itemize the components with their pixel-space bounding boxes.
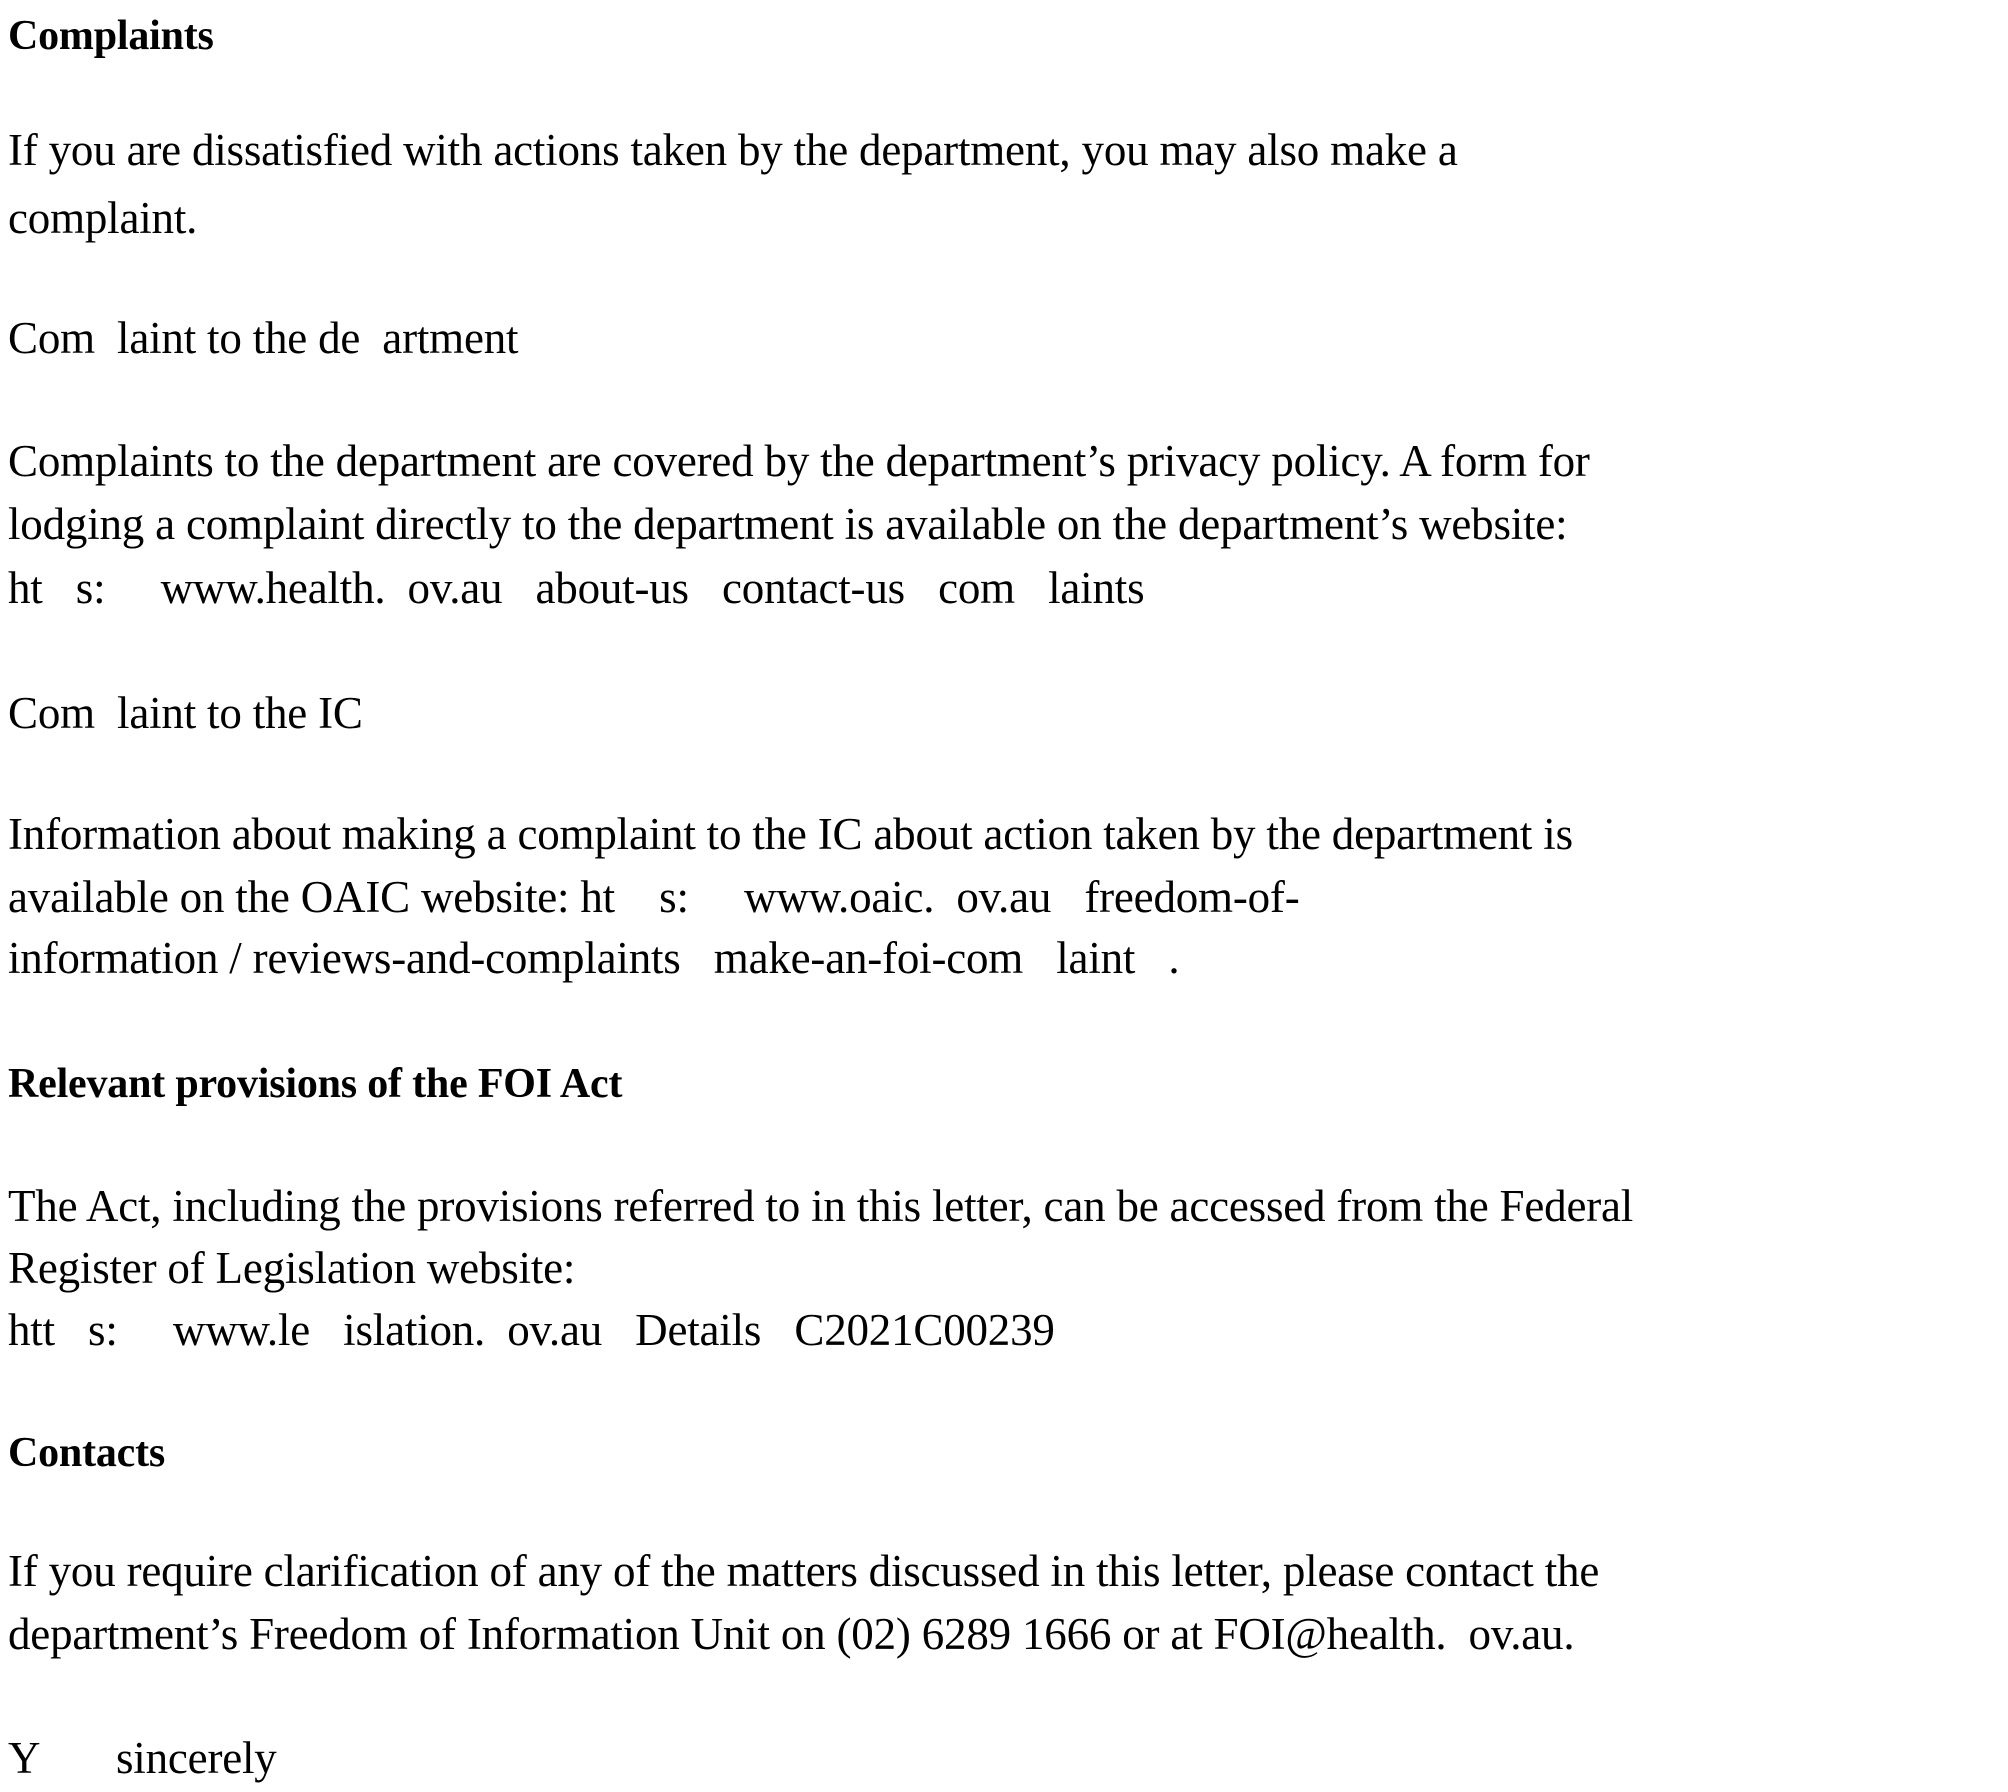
provisions-url: htt s: www.le islation. ov.au Details C2021C00239 xyxy=(8,1305,1055,1355)
complaints-heading: Complaints xyxy=(8,13,214,59)
provisions-line-2: Register of Legislation website: xyxy=(8,1243,576,1293)
provisions-heading: Relevant provisions of the FOI Act xyxy=(8,1061,623,1107)
complaints-intro-line-1: If you are dissatisfied with actions taken by the department, you may also make a xyxy=(8,125,1458,175)
ic-complaint-subheading: Com laint to the IC xyxy=(8,688,363,738)
ic-complaint-line-3: information / reviews-and-complaints make-an-foi-com laint . xyxy=(8,933,1180,983)
complaints-intro-line-2: complaint. xyxy=(8,193,198,243)
ic-complaint-line-1: Information about making a complaint to the IC about action taken by the department is xyxy=(8,809,1573,859)
department-complaint-url: ht s: www.health. ov.au about-us contact-us com laints xyxy=(8,563,1145,613)
ic-complaint-line-2: available on the OAIC website: ht s: www.oaic. ov.au freedom-of- xyxy=(8,872,1300,922)
department-complaint-subheading: Com laint to the de artment xyxy=(8,313,519,363)
department-complaint-line-1: Complaints to the department are covered by the department’s privacy policy. A form for xyxy=(8,436,1590,486)
letter-page xyxy=(8,0,2004,1792)
provisions-line-1: The Act, including the provisions referred to in this letter, can be accessed from the Federal xyxy=(8,1181,1634,1231)
contacts-line-1: If you require clarification of any of the matters discussed in this letter, please contact the xyxy=(8,1546,1600,1596)
department-complaint-line-2: lodging a complaint directly to the department is available on the department’s website: xyxy=(8,499,1568,549)
contacts-heading: Contacts xyxy=(8,1430,166,1476)
contacts-line-2: department’s Freedom of Information Unit on (02) 6289 1666 or at FOI@health. ov.au. xyxy=(8,1609,1575,1659)
signoff-text: Y sincerely xyxy=(8,1733,277,1783)
